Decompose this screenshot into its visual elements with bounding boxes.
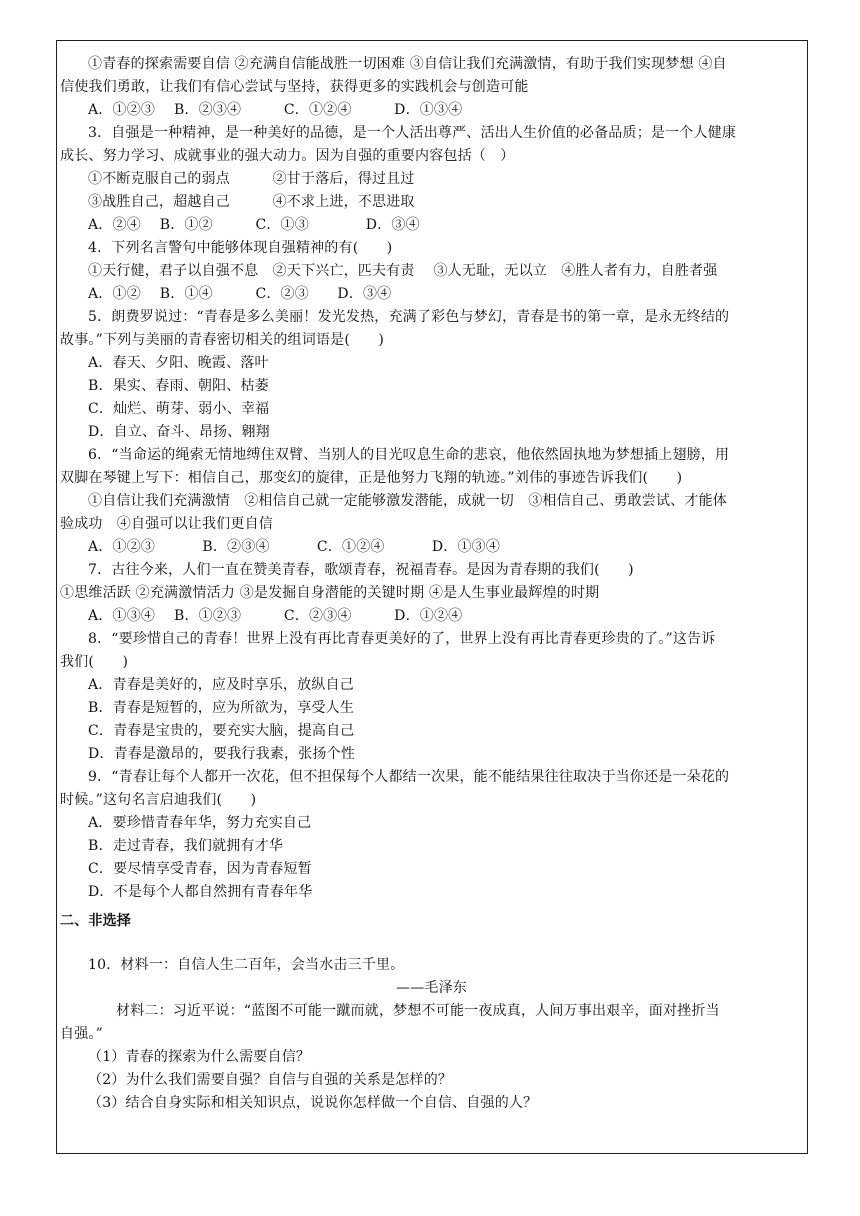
option-line: C．要尽情享受青春，因为青春短暂: [88, 861, 312, 877]
question-text-line: 我们( ): [60, 654, 129, 670]
question-text-line: ①青春的探索需要自信 ②充满自信能战胜一切困难 ③自信让我们充满激情，有助于我们实现梦想 ④自: [88, 56, 727, 72]
statement-line: 验成功 ④自强可以让我们更自信: [60, 516, 273, 532]
option-line: B．走过青春，我们就拥有才华: [88, 838, 284, 854]
answer-options: A．②④ B．①② C．①③ D．③④: [88, 217, 420, 233]
option-line: A．春天、夕阳、晚霞、落叶: [88, 355, 269, 371]
option-line: A．要珍惜青春年华，努力充实自己: [88, 815, 312, 831]
material-line: 材料二：习近平说：“蓝图不可能一蹴而就，梦想不可能一夜成真，人间万事出艰辛，面对挫折当: [116, 1003, 720, 1019]
question-text-line: 4．下列名言警句中能够体现自强精神的有( ): [88, 240, 393, 256]
option-line: A．青春是美好的，应及时享乐，放纵自己: [88, 677, 354, 693]
question-text-line: 双脚在琴键上写下：相信自己，那变幻的旋律，正是他努力飞翔的轨迹。”刘伟的事迹告诉我们( ): [60, 470, 683, 486]
question-text-line: 8．“要珍惜自己的青春！世界上没有再比青春更美好的了，世界上没有再比青春更珍贵的了。”这告诉: [88, 631, 716, 647]
answer-options: A．①②③ B．②③④ C．①②④ D．①③④: [88, 102, 463, 118]
question-text-line: 成长、努力学习、成就事业的强大动力。因为自强的重要内容包括（ ）: [60, 148, 515, 164]
option-line: B．青春是短暂的，应为所欲为，享受人生: [88, 700, 355, 716]
question-text-line: 故事。”下列与美丽的青春密切相关的组词语是( ): [60, 332, 385, 348]
question-text-line: 时候。”这句名言启迪我们( ): [60, 792, 257, 808]
option-line: D．不是每个人都自然拥有青春年华: [88, 884, 313, 900]
sub-question: （2）为什么我们需要自强？自信与自强的关系是怎样的？: [88, 1072, 453, 1088]
question-text-line: 6．“当命运的绳索无情地缚住双臂、当别人的目光叹息生命的悲哀，他依然固执地为梦想插上翅膀，用: [88, 447, 730, 463]
section-heading: 二、非选择: [60, 913, 131, 929]
option-line: C．青春是宝贵的，要充实大脑，提高自己: [88, 723, 355, 739]
quote-attribution: ——毛泽东: [396, 980, 467, 996]
option-line: B．果实、春雨、朝阳、枯萎: [88, 378, 269, 394]
question-text-line: 3．自强是一种精神，是一种美好的品德，是一个人活出尊严、活出人生价值的必备品质；是一个人健康: [88, 125, 737, 141]
statement-line: ③战胜自己，超越自己 ④不求上进，不思进取: [88, 194, 415, 210]
statement-line: ①自信让我们充满激情 ②相信自己就一定能够激发潜能，成就一切 ③相信自己、勇敢尝试、才能体: [88, 493, 727, 509]
answer-options: A．①③④ B．①②③ C．②③④ D．①②④: [88, 608, 463, 624]
question-text-line: 信使我们勇敢，让我们有信心尝试与坚持，获得更多的实践机会与创造可能: [60, 79, 529, 95]
question-text-line: 5．朗费罗说过：“青春是多么美丽！发光发热，充满了彩色与梦幻，青春是书的第一章，是永无终结的: [88, 309, 730, 325]
answer-options: A．①② B．①④ C．②③ D．③④: [88, 286, 392, 302]
sub-question: （3）结合自身实际和相关知识点，说说你怎样做一个自信、自强的人？: [88, 1095, 538, 1111]
statement-line: ①思维活跃 ②充满激情活力 ③是发掘自身潜能的关键时期 ④是人生事业最辉煌的时期: [60, 585, 600, 601]
statement-line: ①不断克服自己的弱点 ②甘于落后，得过且过: [88, 171, 415, 187]
sub-question: （1）青春的探索为什么需要自信？: [88, 1049, 311, 1065]
material-line: 自强。”: [60, 1026, 103, 1042]
statement-line: ①天行健，君子以自强不息 ②天下兴亡，匹夫有责 ③人无耻，无以立 ④胜人者有力，自胜者强: [88, 263, 718, 279]
option-line: D．自立、奋斗、昂扬、翱翔: [88, 424, 270, 440]
option-line: D．青春是激昂的，要我行我素，张扬个性: [88, 746, 356, 762]
question-text-line: 9．“青春让每个人都开一次花，但不担保每个人都结一次果，能不能结果往往取决于当你还是一朵花的: [88, 769, 730, 785]
question-text-line: 7．古往今来，人们一直在赞美青春，歌颂青春，祝福青春。是因为青春期的我们( ): [88, 562, 634, 578]
material-line: 10．材料一：自信人生二百年，会当水击三千里。: [88, 957, 405, 973]
option-line: C．灿烂、萌芽、弱小、幸福: [88, 401, 270, 417]
answer-options: A．①②③ B．②③④ C．①②④ D．①③④: [88, 539, 501, 555]
